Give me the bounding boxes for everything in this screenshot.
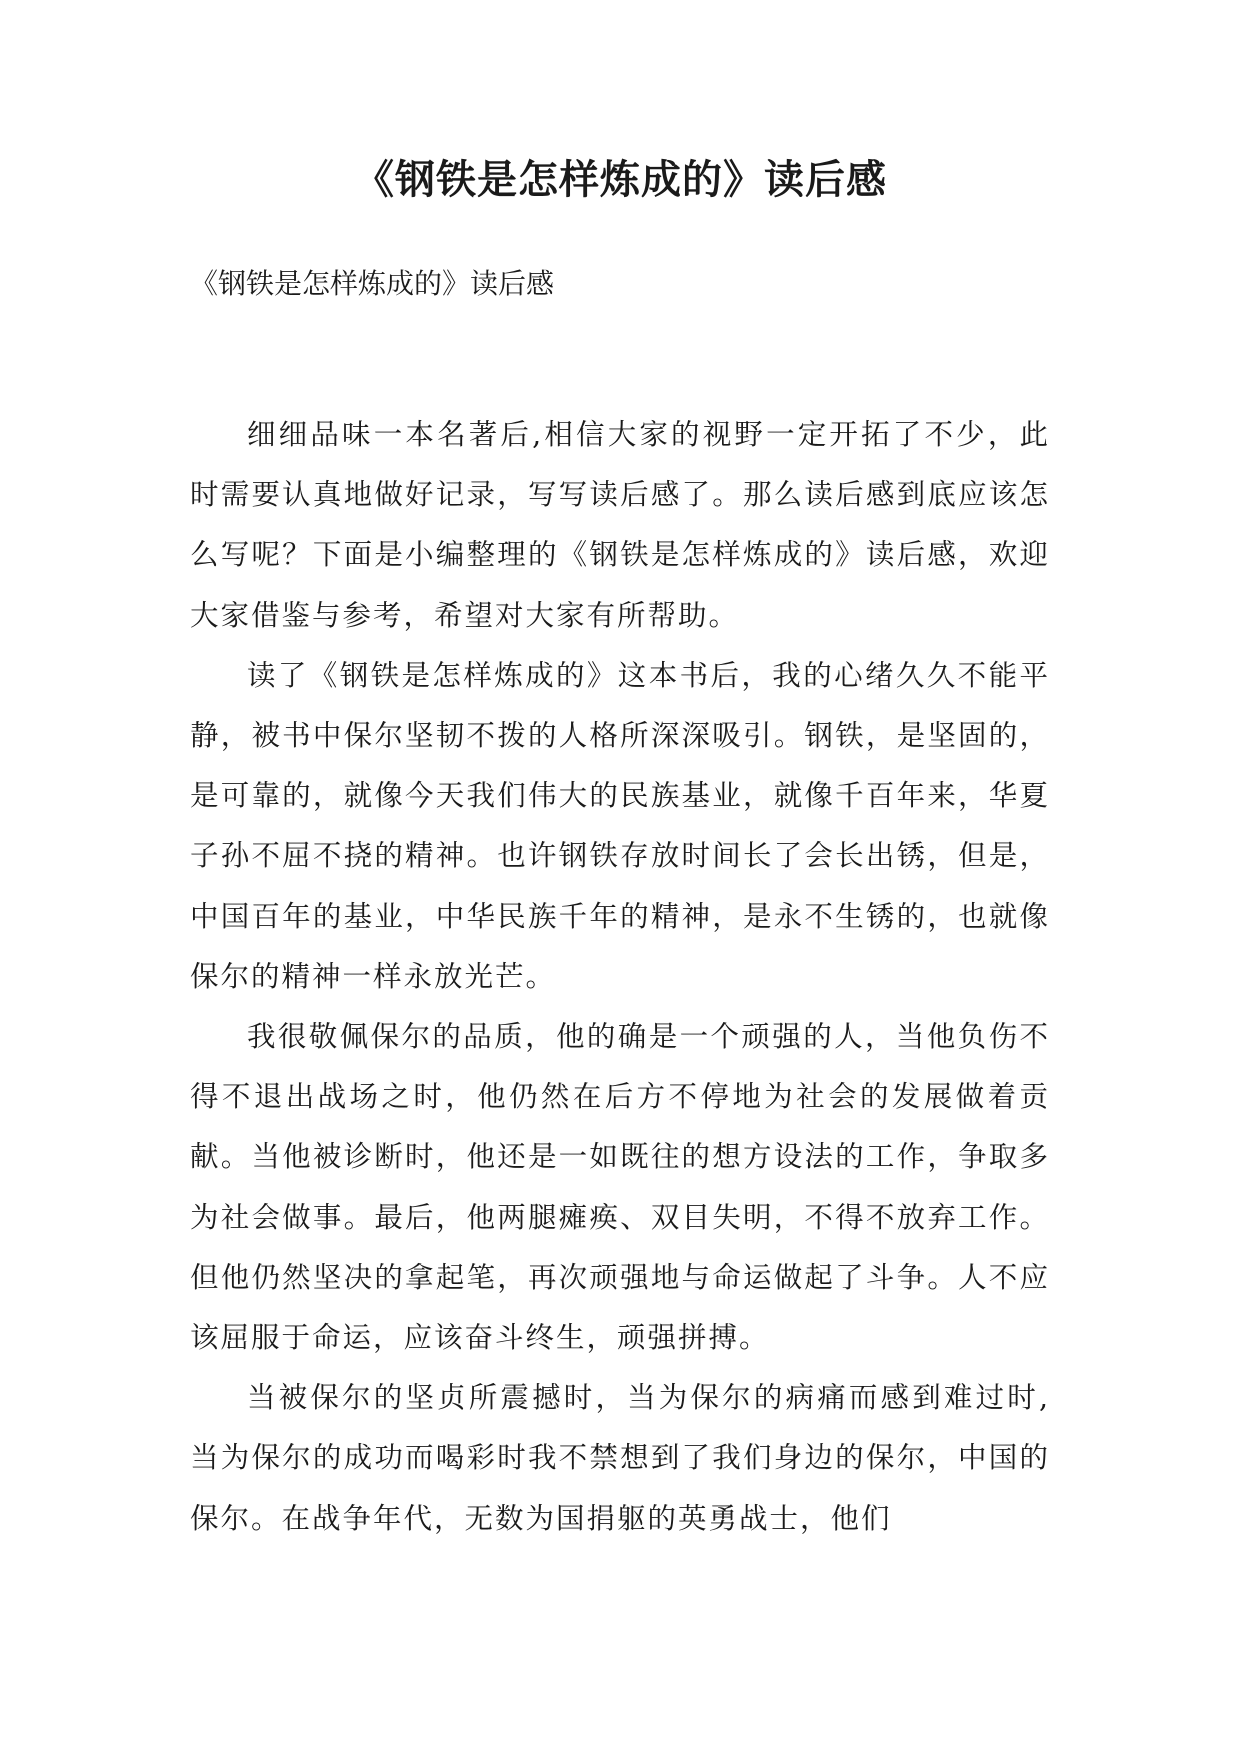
document-title: 《钢铁是怎样炼成的》读后感 (354, 157, 887, 203)
body-paragraph: 读了《钢铁是怎样炼成的》这本书后，我的心绪久久不能平静，被书中保尔坚韧不拨的人格所深深吸引。钢铁，是坚固的，是可靠的，就像今天我们伟大的民族基业，就像千百年来，华夏子孙不屈不挠的精神。也许钢铁存放时间长了会长出锈，但是，中国百年的基业，中华民族千年的精神，是永不生锈的，也就像保尔的精神一样永放光芒。 (190, 658, 1050, 993)
body-paragraph: 我很敬佩保尔的品质，他的确是一个顽强的人，当他负伤不得不退出战场之时，他仍然在后方不停地为社会的发展做着贡献。当他被诊断时，他还是一如既往的想方设法的工作，争取多为社会做事。最后，他两腿瘫痪、双目失明，不得不放弃工作。但他仍然坚决的拿起笔，再次顽强地与命运做起了斗争。人不应该屈服于命运，应该奋斗终生，顽强拼搏。 (190, 1020, 1050, 1355)
document-body (190, 405, 1050, 1549)
body-paragraph: 细细品味一本名著后,相信大家的视野一定开拓了不少，此时需要认真地做好记录，写写读后感了。那么读后感到底应该怎么写呢？下面是小编整理的《钢铁是怎样炼成的》读后感，欢迎大家借鉴与参考，希望对大家有所帮助。 (190, 418, 1050, 632)
document-subtitle: 《钢铁是怎样炼成的》读后感 (190, 267, 555, 300)
body-paragraph: 当被保尔的坚贞所震撼时，当为保尔的病痛而感到难过时,当为保尔的成功而喝彩时我不禁想到了我们身边的保尔，中国的保尔。在战争年代，无数为国捐躯的英勇战士，他们 (190, 1381, 1050, 1535)
